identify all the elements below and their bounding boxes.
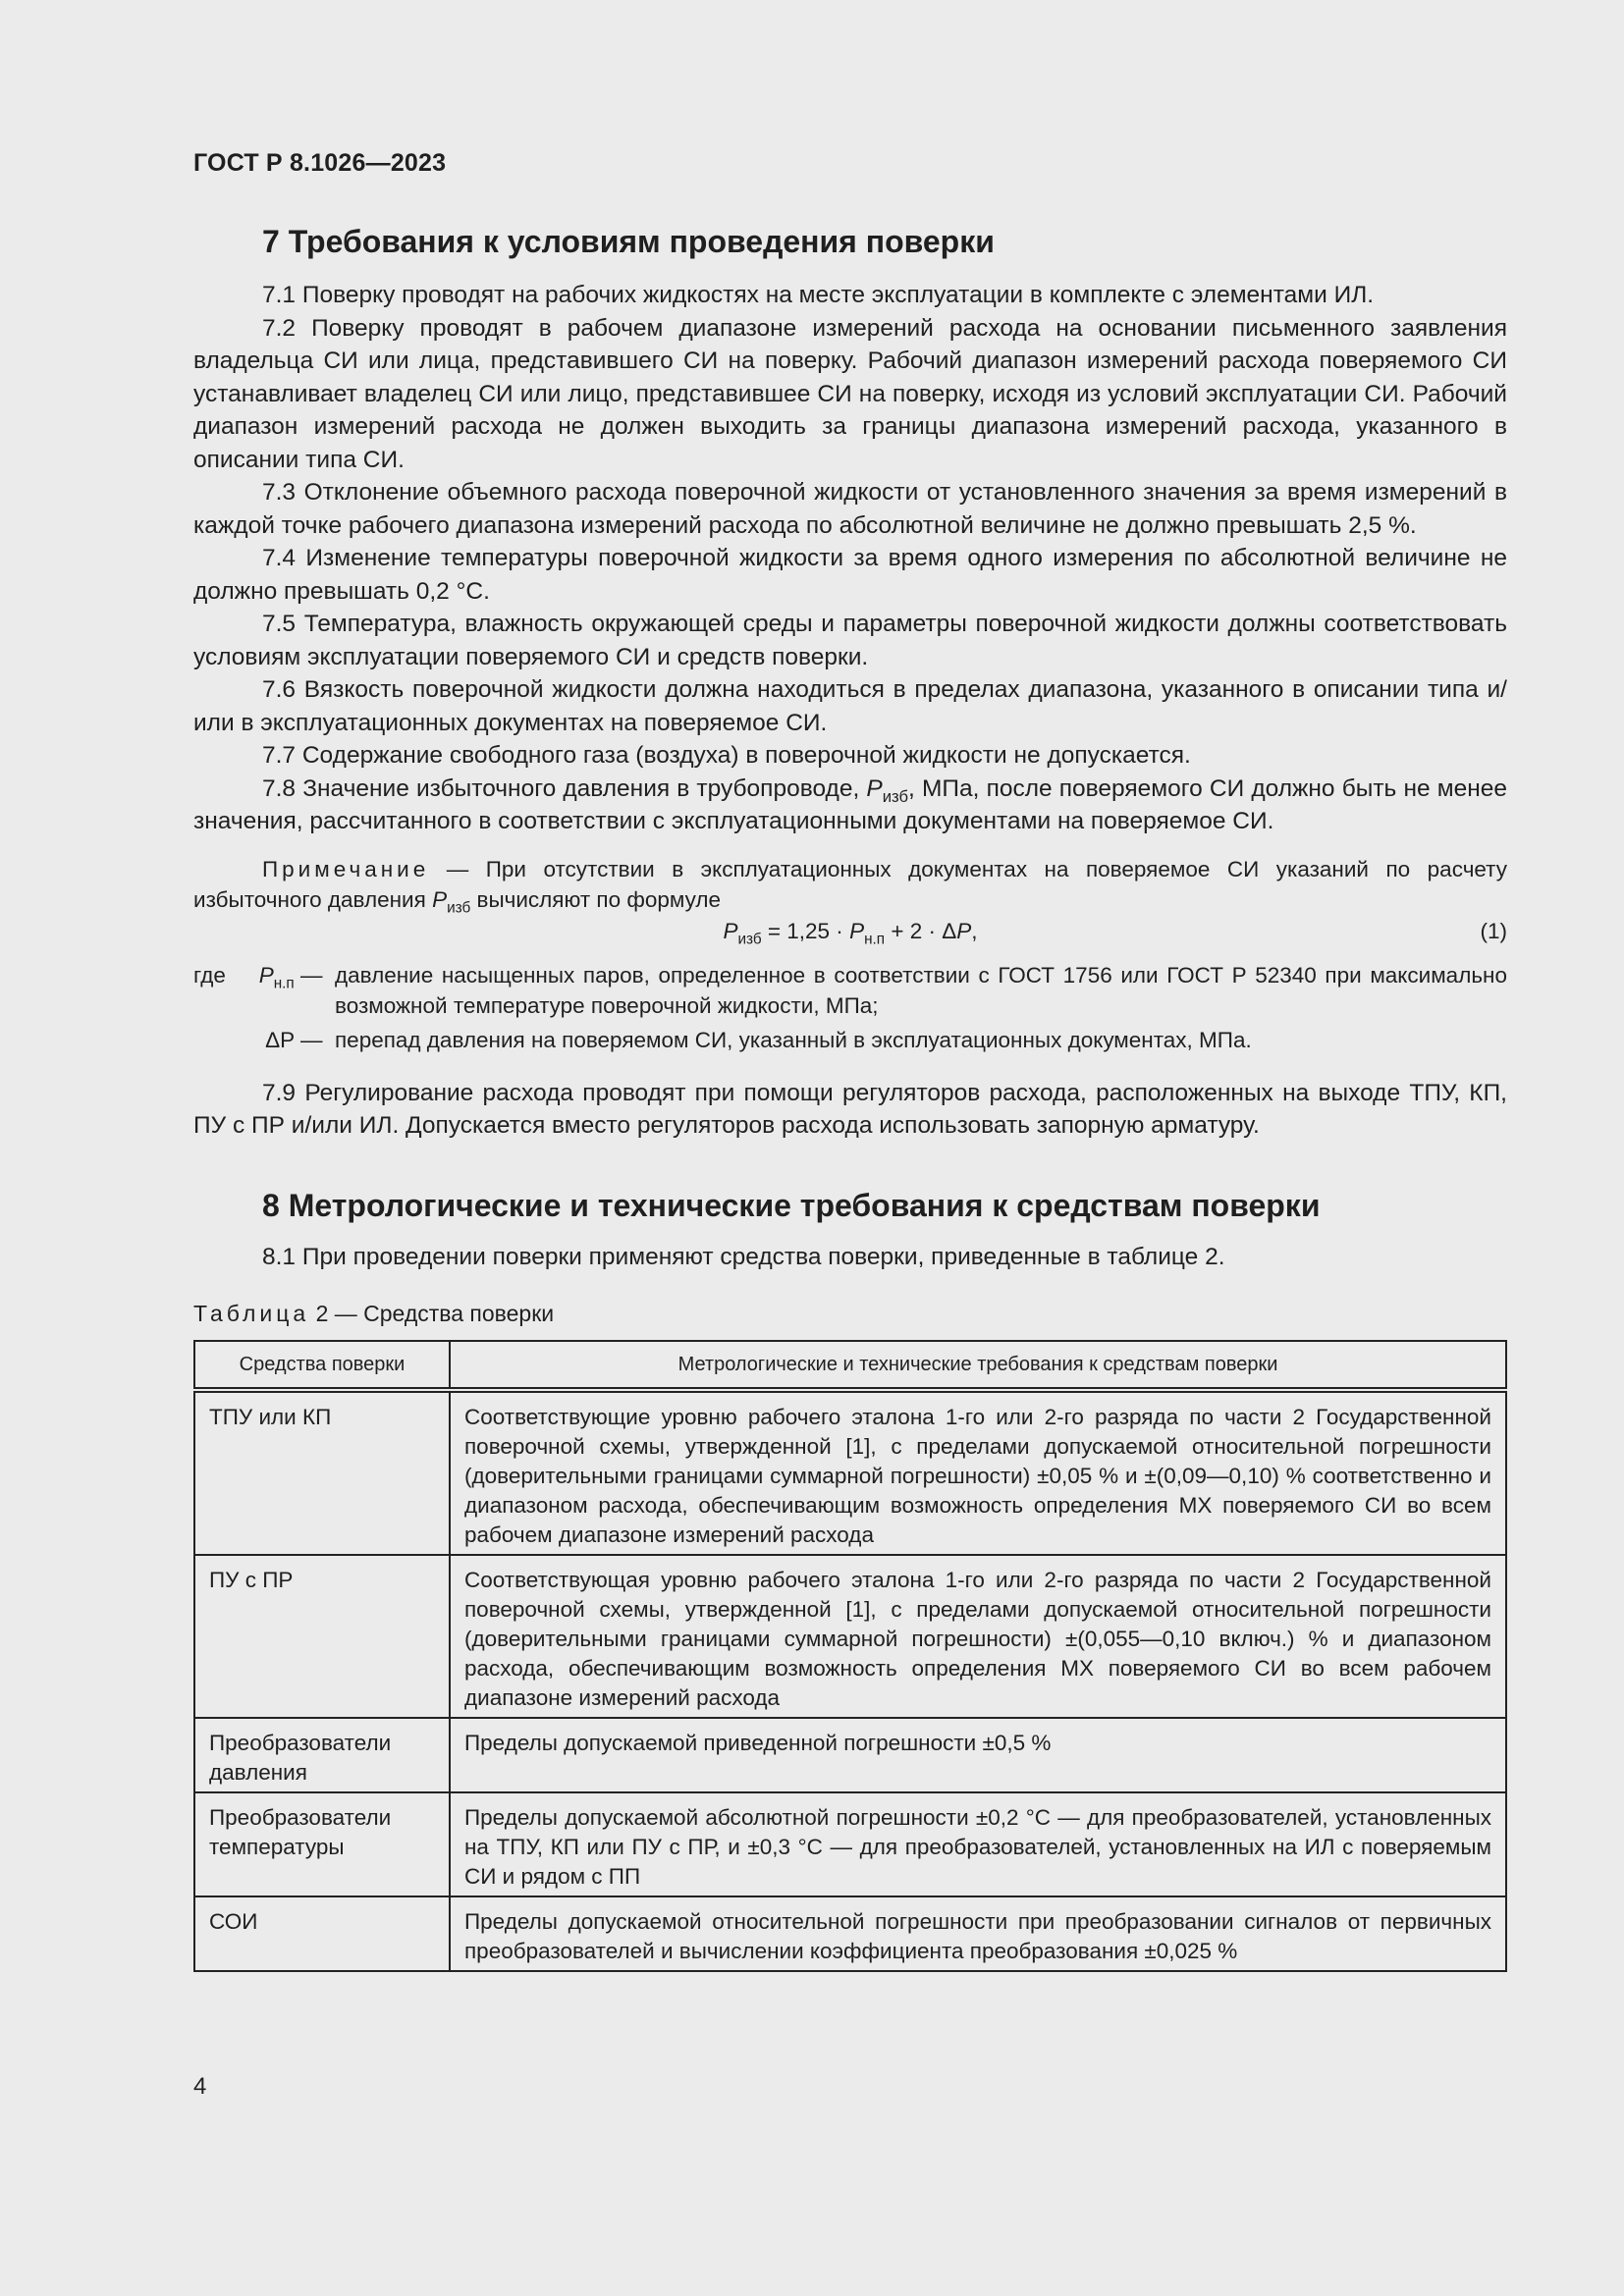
paragraph-7-1: 7.1 Поверку проводят на рабочих жидкостях на месте эксплуатации в комплекте с элементами ИЛ.	[262, 282, 1375, 308]
note-label: Примечание	[262, 856, 430, 881]
formula-number: (1)	[1480, 918, 1507, 943]
table-caption-text: 2 — Средства поверки	[309, 1301, 555, 1326]
table-row	[194, 1792, 1506, 1896]
paragraph-7-9: 7.9 Регулирование расхода проводят при помощи регуляторов расхода, расположенных на выходе ТПУ, КП, ПУ с ПР и/или ИЛ. Допускается вместо регуляторов расхода использовать запорную арматуру.	[193, 1079, 1507, 1139]
symbol-p: P	[432, 886, 448, 912]
table-cell: Пределы допускаемой приведенной погрешности ±0,5 %	[450, 1718, 1506, 1792]
paragraph-7-7: 7.7 Содержание свободного газа (воздуха) в поверочной жидкости не допускается.	[262, 742, 1191, 769]
symbol-p: P	[956, 918, 972, 943]
subscript-np: н.п	[864, 930, 886, 947]
where-symbol	[193, 960, 335, 1021]
formula-tail: ,	[971, 918, 978, 943]
table-cell: Пределы допускаемой абсолютной погрешности ±0,2 °С — для преобразователей, установленных на ТПУ, КП или ПУ с ПР, и ±0,3 °С — для преобразователей, установленных на ИЛ с поверяемым СИ и рядом с ПП	[450, 1792, 1506, 1896]
where-item-dp	[193, 1025, 1507, 1055]
subscript-np: н.п	[273, 974, 295, 991]
note-text-b: вычисляют по формуле	[470, 886, 722, 912]
p78-text-b: , МПа, после поверяемого СИ должно быть не менее значения, рассчитанного в соответствии с эксплуатационными документами на поверяемое СИ.	[193, 774, 1507, 834]
table-label: Таблица	[193, 1301, 310, 1326]
table-row	[194, 1555, 1506, 1718]
p78-text-a: 7.8 Значение избыточного давления в трубопроводе,	[262, 774, 867, 802]
table-cell: ТПУ или КП	[194, 1390, 450, 1555]
table-cell: СОИ	[194, 1896, 450, 1971]
where-dash: —	[294, 962, 323, 988]
document-header: ГОСТ Р 8.1026—2023	[193, 149, 447, 177]
paragraph-7-5: 7.5 Температура, влажность окружающей среды и параметры поверочной жидкости должны соответствовать условиям эксплуатации поверяемого СИ и средств поверки.	[193, 611, 1507, 670]
table-cell: Соответствующие уровню рабочего эталона 1-го или 2-го разряда по части 2 Государственной поверочной схемы, утвержденной [1], с пределами допускаемой относительной погрешности (доверительными границами суммарной погрешности) ±0,05 % и ±(0,09—0,10) % соответственно и диапазоном расхода, обеспечивающим возможность определения МХ поверяемого СИ во всем рабочем диапазоне измерений расхода	[450, 1390, 1506, 1555]
page-number: 4	[193, 2073, 207, 2100]
formula-end: + 2 · Δ	[885, 918, 957, 943]
symbol-p: P	[866, 774, 883, 802]
section-8-title: 8 Метрологические и технические требования к средствам поверки	[262, 1187, 1321, 1223]
paragraph-7-4: 7.4 Изменение температуры поверочной жидкости за время одного измерения по абсолютной величине не должно превышать 0,2 °С.	[193, 545, 1507, 605]
where-block	[193, 960, 1507, 1055]
note-text-a: — При отсутствии в эксплуатационных документах на поверяемое СИ указаний по расчету избыточного давления	[193, 856, 1507, 912]
paragraph-7-6: 7.6 Вязкость поверочной жидкости должна находиться в пределах диапазона, указанного в описании типа и/или в эксплуатационных документах на поверяемое СИ.	[193, 676, 1507, 736]
where-text: перепад давления на поверяемом СИ, указанный в эксплуатационных документах, МПа.	[335, 1027, 1252, 1052]
table-header-cell: Метрологические и технические требования к средствам поверки	[450, 1341, 1506, 1390]
table-cell: ПУ с ПР	[194, 1555, 450, 1718]
where-word: где	[193, 962, 226, 988]
symbol-p: P	[723, 918, 738, 943]
paragraph-7-3: 7.3 Отклонение объемного расхода поверочной жидкости от установленного значения за время измерений в каждой точке рабочего диапазона измерений расхода по абсолютной величине не должно превышать 2,5 %.	[193, 479, 1507, 539]
table-caption	[193, 1299, 1507, 1328]
where-symbol-dp: ΔP —	[265, 1027, 323, 1052]
formula-1	[193, 915, 1507, 948]
tools-table	[193, 1340, 1507, 1972]
symbol-p: P	[258, 962, 274, 988]
subscript-izb: изб	[882, 786, 909, 806]
table-cell: Преобразователи давления	[194, 1718, 450, 1792]
where-item-pnp	[193, 960, 1507, 1021]
where-text: давление насыщенных паров, определенное в соответствии с ГОСТ 1756 или ГОСТ Р 52340 при максимально возможной температуре поверочной жидкости, МПа;	[335, 962, 1507, 1018]
page-content	[193, 222, 1507, 1972]
symbol-p: P	[849, 918, 865, 943]
subscript-izb: изб	[737, 930, 762, 947]
paragraph-7-8	[193, 773, 1507, 838]
paragraph-7-2: 7.2 Поверку проводят в рабочем диапазоне измерений расхода на основании письменного заявления владельца СИ или лица, представившего СИ на поверку. Рабочий диапазон измерений расхода поверяемого СИ устанавливает владелец СИ или лицо, представившее СИ на поверку, исходя из условий эксплуатации СИ. Рабочий диапазон измерений расхода не должен выходить за границы диапазона измерений расхода, указанного в описании типа СИ.	[193, 314, 1507, 473]
table-cell: Пределы допускаемой относительной погрешности при преобразовании сигналов от первичных преобразователей и вычислении коэффициента преобразования ±0,025 %	[450, 1896, 1506, 1971]
table-row	[194, 1896, 1506, 1971]
section-7-title: 7 Требования к условиям проведения поверки	[262, 224, 995, 259]
subscript-izb: изб	[447, 898, 471, 916]
table-row	[194, 1718, 1506, 1792]
note-block	[193, 854, 1507, 915]
table-cell: Соответствующая уровню рабочего эталона 1-го или 2-го разряда по части 2 Государственной поверочной схемы, утвержденной [1], с пределами допускаемой относительной погрешности (доверительными границами суммарной погрешности) ±(0,055—0,10 включ.) % и диапазоном расхода, обеспечивающим возможность определения МХ поверяемого СИ во всем рабочем диапазоне измерений расхода	[450, 1555, 1506, 1718]
where-symbol	[193, 1025, 335, 1055]
formula-mid: = 1,25 ·	[761, 918, 850, 943]
paragraph-8-1: 8.1 При проведении поверки применяют средства поверки, приведенные в таблице 2.	[262, 1243, 1225, 1270]
table-header-cell: Средства поверки	[194, 1341, 450, 1390]
table-cell: Преобразователи температуры	[194, 1792, 450, 1896]
table-row	[194, 1390, 1506, 1555]
table-header-row	[194, 1341, 1506, 1390]
